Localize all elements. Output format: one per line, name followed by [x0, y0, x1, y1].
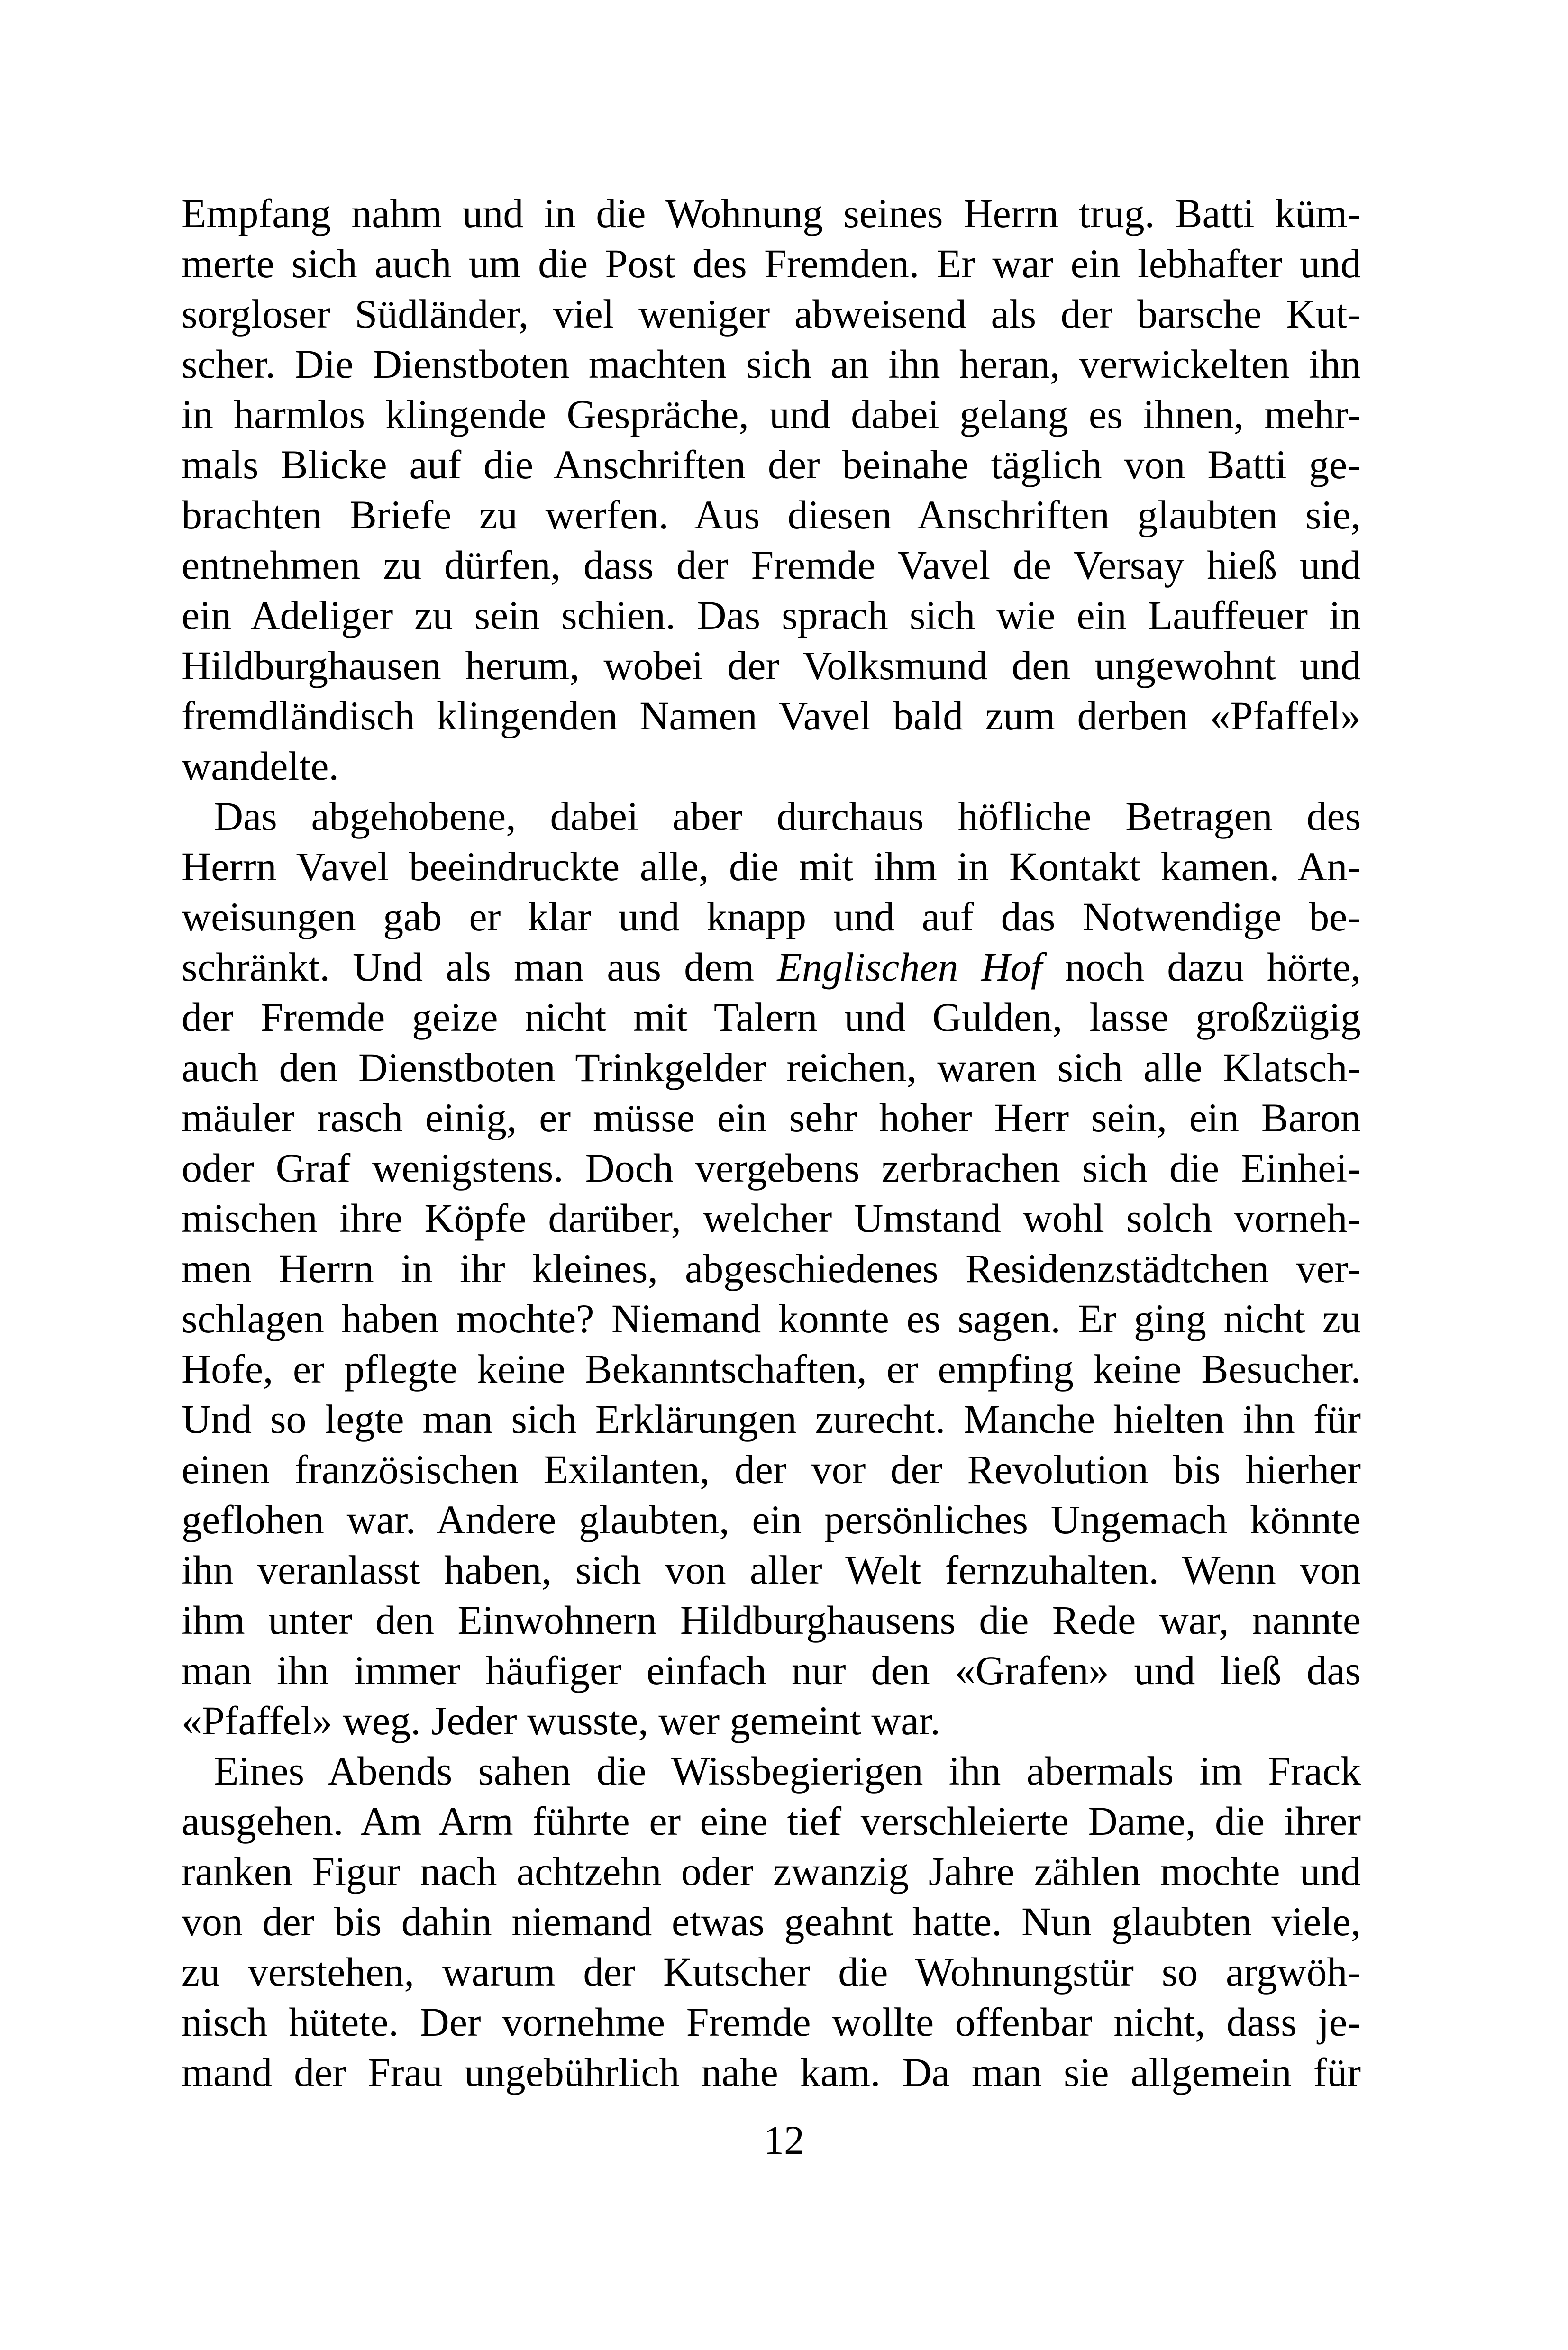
- text-line: nisch hütete. Der vornehme Fremde wollte offenbar nicht, dass je-: [182, 1999, 1361, 2045]
- body-text: [182, 188, 1361, 2097]
- page-number: 12: [764, 2117, 804, 2163]
- text-line: von der bis dahin niemand etwas geahnt hatte. Nun glaubten viele,: [182, 1899, 1361, 1944]
- text-line: mischen ihre Köpfe darüber, welcher Umstand wohl solch vorneh-: [182, 1195, 1361, 1241]
- text-line: mäuler rasch einig, er müsse ein sehr hoher Herr sein, ein Baron: [182, 1095, 1361, 1140]
- text-fragment: noch dazu hörte,: [1042, 944, 1361, 990]
- text-line: merte sich auch um die Post des Fremden. Er war ein lebhafter und: [182, 241, 1361, 286]
- paragraph-start-line: Das abgehobene, dabei aber durchaus höfliche Betragen des: [214, 793, 1361, 839]
- text-line: Empfang nahm und in die Wohnung seines Herrn trug. Batti küm-: [182, 191, 1361, 236]
- text-line: ranken Figur nach achtzehn oder zwanzig Jahre zählen mochte und: [182, 1849, 1361, 1894]
- text-line: ausgehen. Am Arm führte er eine tief verschleierte Dame, die ihrer: [182, 1798, 1361, 1844]
- text-line: mand der Frau ungebührlich nahe kam. Da man sie allgemein für: [182, 2049, 1361, 2095]
- text-line: [182, 942, 1361, 992]
- text-line: men Herrn in ihr kleines, abgeschiedenes Residenzstädtchen ver-: [182, 1246, 1361, 1291]
- text-line: entnehmen zu dürfen, dass der Fremde Vavel de Versay hieß und: [182, 542, 1361, 588]
- text-fragment: schränkt. Und als man aus dem: [182, 944, 777, 990]
- text-line: auch den Dienstboten Trinkgelder reichen, waren sich alle Klatsch-: [182, 1045, 1361, 1090]
- text-line: mals Blicke auf die Anschriften der beinahe täglich von Batti ge-: [182, 442, 1361, 487]
- text-line: schlagen haben mochte? Niemand konnte es sagen. Er ging nicht zu: [182, 1296, 1361, 1341]
- text-line: oder Graf wenigstens. Doch vergebens zerbrachen sich die Einhei-: [182, 1145, 1361, 1191]
- text-line: zu verstehen, warum der Kutscher die Wohnungstür so argwöh-: [182, 1949, 1361, 1995]
- text-line: einen französischen Exilanten, der vor der Revolution bis hierher: [182, 1447, 1361, 1492]
- text-line: der Fremde geize nicht mit Talern und Gulden, lasse großzügig: [182, 994, 1361, 1040]
- text-line: ihm unter den Einwohnern Hildburghausens die Rede war, nannte: [182, 1597, 1361, 1643]
- text-line: man ihn immer häufiger einfach nur den «Grafen» und ließ das: [182, 1648, 1361, 1693]
- text-line: geflohen war. Andere glaubten, ein persönliches Ungemach könnte: [182, 1497, 1361, 1542]
- paragraph-end-line: «Pfaffel» weg. Jeder wusste, wer gemeint war.: [182, 1698, 940, 1743]
- text-line: scher. Die Dienstboten machten sich an ihn heran, verwickelten ihn: [182, 341, 1361, 387]
- text-line: brachten Briefe zu werfen. Aus diesen Anschriften glaubten sie,: [182, 492, 1361, 537]
- text-line: sorgloser Südländer, viel weniger abweisend als der barsche Kut-: [182, 291, 1361, 337]
- text-line: in harmlos klingende Gespräche, und dabei gelang es ihnen, mehr-: [182, 392, 1361, 437]
- text-line: Herrn Vavel beeindruckte alle, die mit ihm in Kontakt kamen. An-: [182, 844, 1361, 889]
- text-line: ein Adeliger zu sein schien. Das sprach sich wie ein Lauffeuer in: [182, 592, 1361, 638]
- text-line: weisungen gab er klar und knapp und auf das Notwendige be-: [182, 894, 1361, 939]
- italic-book-title: Englischen Hof: [777, 944, 1042, 990]
- text-line: Hofe, er pflegte keine Bekanntschaften, er empfing keine Besucher.: [182, 1346, 1361, 1392]
- text-line: ihn veranlasst haben, sich von aller Welt fernzuhalten. Wenn von: [182, 1547, 1361, 1593]
- paragraph-end-line: wandelte.: [182, 743, 339, 789]
- text-line: Und so legte man sich Erklärungen zurecht. Manche hielten ihn für: [182, 1396, 1361, 1442]
- text-line: fremdländisch klingenden Namen Vavel bald zum derben «Pfaffel»: [182, 693, 1361, 738]
- paragraph-start-line: Eines Abends sahen die Wissbegierigen ihn abermals im Frack: [214, 1748, 1361, 1794]
- text-line: Hildburghausen herum, wobei der Volksmund den ungewohnt und: [182, 643, 1361, 688]
